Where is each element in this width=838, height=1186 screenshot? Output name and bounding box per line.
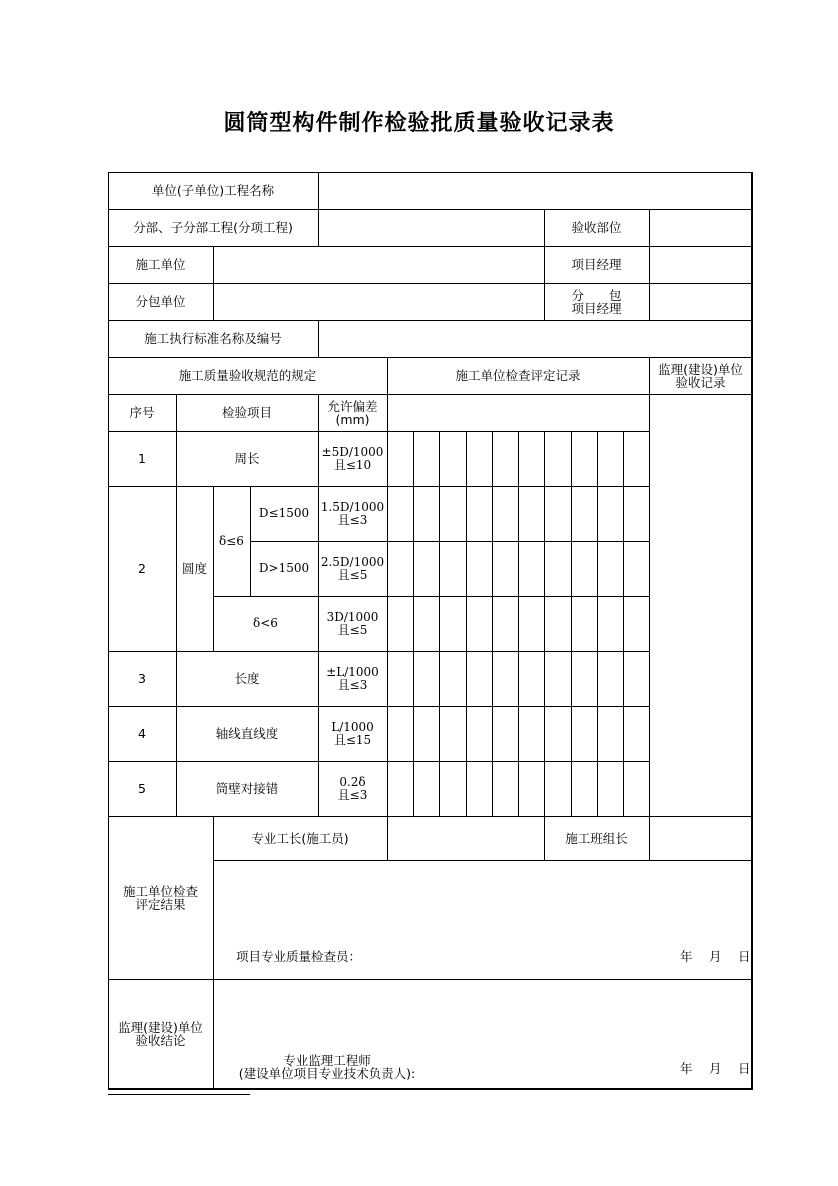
check-cell[interactable] [571,596,598,652]
check-cell[interactable] [466,596,493,652]
field-subcontract-unit[interactable] [213,283,545,321]
row2-sub1b: D>1500 [250,541,319,597]
check-cell[interactable] [623,431,650,487]
label-foreman: 专业工长(施工员) [213,816,388,861]
check-cell[interactable] [439,596,467,652]
row1-item: 周长 [176,431,319,487]
check-cell[interactable] [597,541,624,597]
check-cell[interactable] [439,541,467,597]
check-cell[interactable] [518,761,545,817]
check-cell[interactable] [439,486,467,542]
header-tolerance: 允许偏差 (mm) [318,394,388,432]
label-standard: 施工执行标准名称及编号 [108,320,319,358]
field-supervision-record[interactable] [649,394,753,817]
check-cell[interactable] [466,486,493,542]
row5-seq: 5 [108,761,177,817]
row2-seq: 2 [108,486,177,652]
row3-tolerance: ±L/1000 且≤3 [318,651,388,707]
check-cell[interactable] [387,706,414,762]
check-cell[interactable] [518,541,545,597]
row5-item: 筒壁对接错 [176,761,319,817]
check-cell[interactable] [413,596,440,652]
check-cell[interactable] [439,431,467,487]
row4-item: 轴线直线度 [176,706,319,762]
label-subcontract-manager: 分 包 项目经理 [544,283,650,321]
check-cell[interactable] [413,486,440,542]
check-cell[interactable] [544,651,572,707]
check-cell[interactable] [387,596,414,652]
field-subcontract-manager[interactable] [649,283,753,321]
check-cell[interactable] [439,761,467,817]
check-cell[interactable] [623,761,650,817]
check-cell[interactable] [623,706,650,762]
check-cell[interactable] [413,541,440,597]
check-cell[interactable] [597,431,624,487]
row2-sub1a: D≤1500 [250,486,319,542]
row4-seq: 4 [108,706,177,762]
page-title: 圆筒型构件制作检验批质量验收记录表 [223,110,615,136]
label-project-manager: 项目经理 [544,246,650,284]
row3-seq: 3 [108,651,177,707]
check-cell[interactable] [413,706,440,762]
check-cell[interactable] [466,761,493,817]
check-cell[interactable] [518,596,545,652]
inspector-label: 项目专业质量检查员： [236,949,362,964]
check-header-blank [387,394,650,432]
check-cell[interactable] [413,651,440,707]
check-cell[interactable] [597,706,624,762]
row2-item: 圆度 [176,486,214,652]
result-date: 年 月 日 [680,949,751,964]
check-cell[interactable] [439,651,467,707]
field-unit-project-name[interactable] [318,172,753,210]
check-cell[interactable] [466,706,493,762]
check-cell[interactable] [623,486,650,542]
check-cell[interactable] [518,431,545,487]
check-cell[interactable] [544,431,572,487]
row2-sub1: δ≤6 [213,486,251,597]
label-sub-project: 分部、子分部工程(分项工程) [108,209,319,247]
check-cell[interactable] [492,596,519,652]
check-cell[interactable] [571,486,598,542]
check-cell[interactable] [597,486,624,542]
check-cell[interactable] [466,541,493,597]
section-check-record: 施工单位检查评定记录 [387,357,650,395]
field-sub-project[interactable] [318,209,545,247]
section-spec: 施工质量验收规范的规定 [108,357,388,395]
row1-tolerance: ±5D/1000 且≤10 [318,431,388,487]
check-cell[interactable] [387,431,414,487]
check-cell[interactable] [571,541,598,597]
field-standard[interactable] [318,320,753,358]
row1-seq: 1 [108,431,177,487]
row2-tolerance2: 3D/1000 且≤5 [318,596,388,652]
row5-tolerance: 0.2δ 且≤3 [318,761,388,817]
row3-item: 长度 [176,651,319,707]
check-cell[interactable] [387,486,414,542]
check-cell[interactable] [623,651,650,707]
label-team-leader: 施工班组长 [544,816,650,861]
field-foreman[interactable] [387,816,545,861]
check-cell[interactable] [571,761,598,817]
check-cell[interactable] [492,706,519,762]
check-cell[interactable] [597,596,624,652]
field-team-leader[interactable] [649,816,753,861]
check-cell[interactable] [492,541,519,597]
row2-sub2: δ<6 [213,596,319,652]
check-cell[interactable] [387,541,414,597]
engineer-label: 专业监理工程师 (建设单位项目专业技术负责人): [238,1053,416,1081]
row2-tolerance1a: 1.5D/1000 且≤3 [318,486,388,542]
footnote-line [108,1094,250,1095]
section-supervision-record: 监理(建设)单位 验收记录 [649,357,753,395]
label-acceptance-part: 验收部位 [544,209,650,247]
check-cell[interactable] [492,486,519,542]
check-cell[interactable] [518,706,545,762]
check-cell[interactable] [413,761,440,817]
check-cell[interactable] [544,486,572,542]
check-cell[interactable] [571,651,598,707]
label-check-result: 施工单位检查 评定结果 [108,816,214,980]
row4-tolerance: L/1000 且≤15 [318,706,388,762]
check-cell[interactable] [518,486,545,542]
check-cell[interactable] [413,431,440,487]
check-cell[interactable] [466,431,493,487]
check-cell[interactable] [387,761,414,817]
label-construction-unit: 施工单位 [108,246,214,284]
check-cell[interactable] [544,761,572,817]
label-conclusion: 监理(建设)单位 验收结论 [108,979,214,1090]
check-cell[interactable] [544,541,572,597]
check-cell[interactable] [466,651,493,707]
check-cell[interactable] [439,706,467,762]
check-cell[interactable] [387,651,414,707]
check-cell[interactable] [571,706,598,762]
check-cell[interactable] [492,651,519,707]
label-subcontract-unit: 分包单位 [108,283,214,321]
field-acceptance-part[interactable] [649,209,753,247]
field-construction-unit[interactable] [213,246,545,284]
row2-tolerance1b: 2.5D/1000 且≤5 [318,541,388,597]
label-unit-project-name: 单位(子单位)工程名称 [108,172,319,210]
check-cell[interactable] [597,651,624,707]
check-cell[interactable] [518,651,545,707]
check-cell[interactable] [571,431,598,487]
check-cell[interactable] [492,761,519,817]
check-cell[interactable] [544,596,572,652]
check-cell[interactable] [597,761,624,817]
conclusion-date: 年 月 日 [680,1061,751,1076]
check-cell[interactable] [623,541,650,597]
check-cell[interactable] [492,431,519,487]
check-cell[interactable] [623,596,650,652]
header-seq: 序号 [108,394,177,432]
check-cell[interactable] [544,706,572,762]
field-project-manager[interactable] [649,246,753,284]
header-item: 检验项目 [176,394,319,432]
